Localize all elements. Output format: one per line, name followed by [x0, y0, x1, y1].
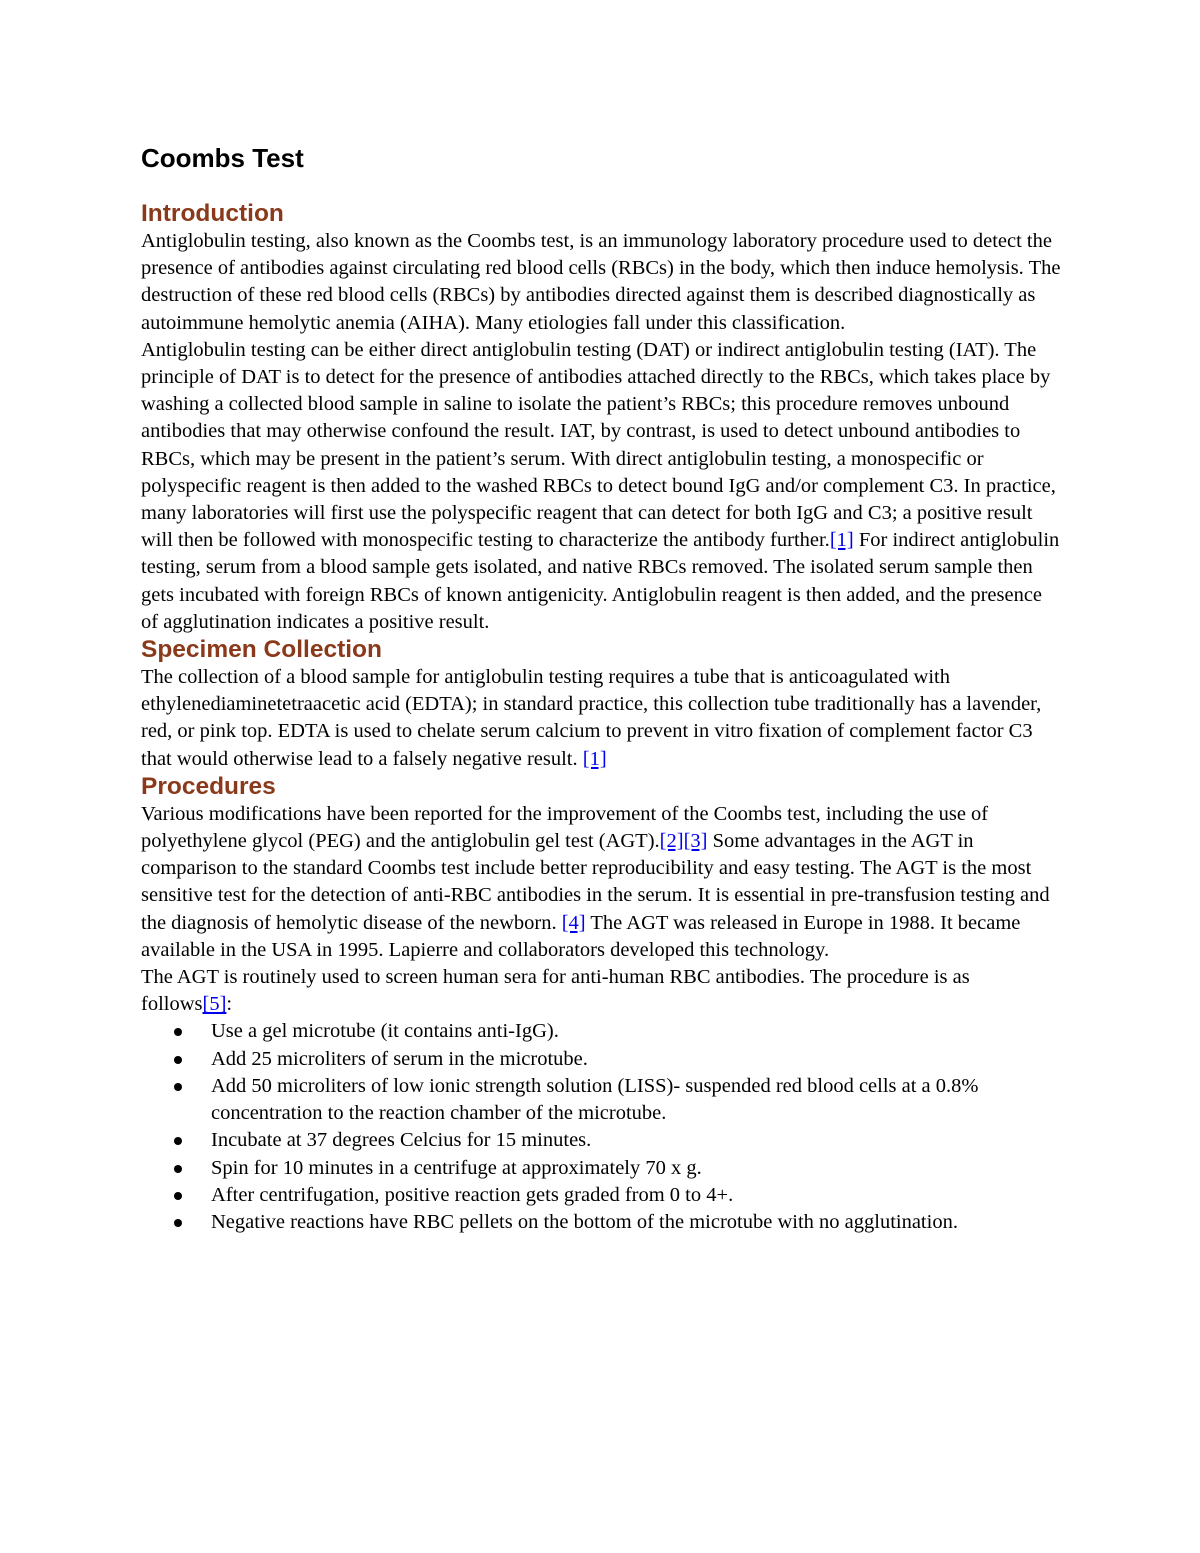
list-item — [141, 1155, 1061, 1182]
introduction-paragraph-2 — [141, 337, 1061, 636]
bullet-icon — [174, 1137, 182, 1145]
bullet-icon — [174, 1056, 182, 1064]
step-text: Use a gel microtube (it contains anti-IgG). — [211, 1020, 559, 1043]
step-text: Incubate at 37 degrees Celcius for 15 minutes. — [211, 1129, 592, 1152]
document-body — [141, 138, 1061, 1236]
introduction-paragraph-2-text-b: For indirect antiglobulin testing, serum from a blood sample gets isolated, and native RBCs removed. The isolated serum sample then gets incubated with foreign RBCs of known antigenicity. Antiglobulin reagent is then added, and the presence of agglutination indicates a positive result. — [141, 529, 1060, 633]
document-title: Coombs Test — [141, 143, 304, 173]
procedures-paragraph-1-text-a: Various modifications have been reported for the improvement of the Coombs test, including the use of polyethylene glycol (PEG) and the antiglobulin gel test (AGT). — [141, 802, 989, 853]
specimen-collection-text: The collection of a blood sample for antiglobulin testing requires a tube that is anticoagulated with ethylenediaminetetraacetic acid (EDTA); in standard practice, this collection tube traditionally has a lavender, red, or pink top. EDTA is used to chelate serum calcium to prevent in vitro fixation of complement factor C3 that would otherwise lead to a falsely negative result. — [141, 666, 1042, 770]
procedures-paragraph-2 — [141, 964, 1061, 1018]
procedures-paragraph-2-text-b: : — [226, 993, 233, 1016]
step-text: Spin for 10 minutes in a centrifuge at approximately 70 x g. — [211, 1156, 702, 1179]
reference-link-1-specimen[interactable]: [1] — [582, 747, 607, 770]
list-item — [141, 1046, 1061, 1073]
procedures-heading: Procedures — [141, 772, 276, 800]
introduction-paragraph-1: Antiglobulin testing, also known as the Coombs test, is an immunology laboratory procedure used to detect the presence of antibodies against circulating red blood cells (RBCs) in the body, which then induce hemolysis. The destruction of these red blood cells (RBCs) by antibodies directed against them is described diagnostically as autoimmune hemolytic anemia (AIHA). Many etiologies fall under this classification. — [141, 230, 1061, 334]
step-text: Negative reactions have RBC pellets on the bottom of the microtube with no agglutination. — [211, 1210, 958, 1233]
list-item — [141, 1073, 1061, 1127]
step-text: Add 50 microliters of low ionic strength solution (LISS)- suspended red blood cells at a 0.8% concentration to the reaction chamber of the microtube. — [211, 1074, 979, 1125]
introduction-heading: Introduction — [141, 200, 284, 227]
step-text: Add 25 microliters of serum in the microtube. — [211, 1047, 588, 1070]
list-item — [141, 1127, 1061, 1154]
list-item — [141, 1209, 1061, 1236]
reference-link-4[interactable]: [4] — [561, 911, 586, 934]
list-item — [141, 1018, 1061, 1045]
reference-link-5[interactable]: [5] — [202, 993, 227, 1016]
specimen-collection-heading: Specimen Collection — [141, 636, 382, 664]
procedures-paragraph-1-text-b: Some advantages in the AGT in comparison to the standard Coombs test include better reproducibility and easy testing. The AGT is the most sensitive test for the detection of anti-RBC antibodies in the serum. It is essential in pre-transfusion testing and the diagnosis of hemolytic disease of the newborn. — [141, 830, 1050, 934]
bullet-icon — [174, 1083, 182, 1091]
step-text: After centrifugation, positive reaction gets graded from 0 to 4+. — [211, 1183, 734, 1206]
reference-link-2[interactable]: [2] — [659, 830, 684, 853]
bullet-icon — [174, 1165, 182, 1173]
introduction-paragraph-2-text-a: Antiglobulin testing can be either direct antiglobulin testing (DAT) or indirect antiglobulin testing (IAT). The principle of DAT is to detect for the presence of antibodies attached directly to the RBCs, which takes place by washing a collected blood sample in saline to isolate the patient’s RBCs; this procedure removes unbound antibodies that may otherwise confound the result. IAT, by contrast, is used to detect unbound antibodies to RBCs, which may be present in the patient’s serum. With direct antiglobulin testing, a monospecific or polyspecific reagent is then added to the washed RBCs to detect bound IgG and/or complement C3. In practice, many laboratories will first use the polyspecific reagent that can detect for both IgG and C3; a positive result will then be followed with monospecific testing to characterize the antibody further. — [141, 338, 1056, 552]
bullet-icon — [174, 1219, 182, 1227]
reference-link-3[interactable]: [3] — [683, 830, 708, 853]
list-item — [141, 1182, 1061, 1209]
procedures-paragraph-2-text-a: The AGT is routinely used to screen human sera for anti-human RBC antibodies. The procedure is as follows — [141, 966, 970, 1016]
reference-link-1[interactable]: [1] — [829, 529, 854, 552]
bullet-icon — [174, 1028, 182, 1036]
procedures-paragraph-1-text-c: The AGT was released in Europe in 1988. It became available in the USA in 1995. Lapierre and collaborators developed this technology. — [141, 911, 1021, 961]
specimen-collection-paragraph — [141, 664, 1061, 773]
procedure-steps-list — [141, 1018, 1061, 1236]
bullet-icon — [174, 1192, 182, 1200]
procedures-paragraph-1 — [141, 801, 1061, 964]
